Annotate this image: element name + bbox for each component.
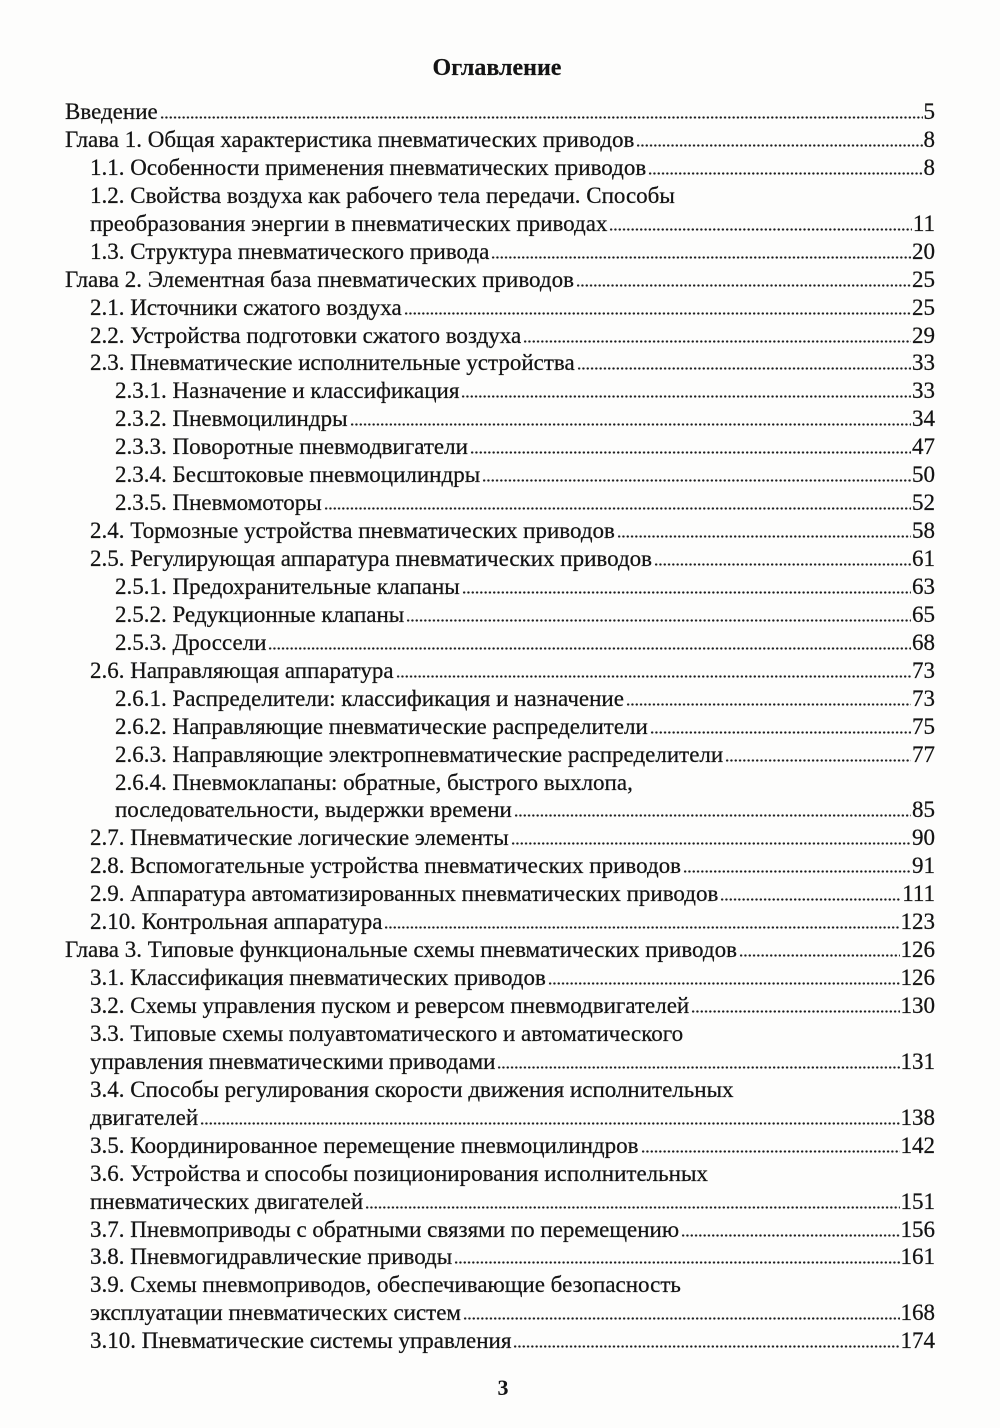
entry-title-continued: эксплуатации пневматических систем (90, 1300, 461, 1326)
entry-page-number: 161 (900, 1244, 935, 1270)
dot-leader (511, 842, 911, 845)
table-of-contents (65, 98, 935, 1355)
dot-leader (462, 591, 911, 594)
dot-leader (384, 926, 899, 929)
toc-entry-2-3-5 (65, 489, 935, 517)
toc-entry-3-7 (65, 1216, 935, 1244)
entry-line (65, 126, 935, 154)
entry-page-number: 68 (912, 629, 935, 655)
dot-leader (691, 1010, 899, 1013)
entry-page-number: 25 (912, 294, 935, 320)
entry-page-number: 5 (923, 99, 935, 124)
entry-line (90, 908, 935, 936)
toc-entry-3-9 (65, 1271, 935, 1327)
entry-line (90, 1271, 935, 1299)
entry-line (115, 741, 935, 769)
page-number: 3 (497, 1375, 509, 1400)
dot-leader (523, 340, 911, 343)
entry-title-continued: управления пневматическими приводами (90, 1048, 496, 1074)
entry-page-number: 50 (912, 462, 935, 488)
dot-leader (491, 256, 911, 259)
toc-entry-2-1 (65, 294, 935, 322)
entry-line (115, 713, 935, 741)
entry-page-number: 11 (912, 210, 935, 236)
entry-page-number: 111 (902, 881, 935, 907)
dot-leader (497, 1066, 899, 1069)
toc-entry-1-1 (65, 154, 935, 182)
entry-title: Введение (65, 99, 158, 124)
entry-line (90, 294, 935, 322)
entry-line (115, 405, 935, 433)
entry-page-number: 8 (923, 126, 935, 152)
entry-line (65, 98, 935, 126)
dot-leader (626, 703, 911, 706)
entry-page-number: 91 (912, 853, 935, 879)
entry-page-number: 75 (912, 713, 935, 739)
toc-entry-2-6-2 (65, 713, 935, 741)
entry-page-number: 126 (900, 937, 935, 963)
dot-leader (641, 1150, 900, 1153)
entry-line (90, 1076, 935, 1104)
dot-leader (470, 451, 911, 454)
entry-title: 2.6.2. Направляющие пневматические распределители (115, 713, 648, 739)
entry-page-number: 34 (912, 406, 935, 432)
entry-line (115, 601, 935, 629)
entry-title: 2.3.5. Пневмомоторы (115, 490, 322, 516)
dot-leader (513, 1345, 899, 1348)
entry-title: 3.1. Классификация пневматических приводов (90, 965, 546, 991)
dot-leader (404, 312, 911, 315)
toc-entry-2-6-3 (65, 741, 935, 769)
entry-title-continued: последовательности, выдержки времени (115, 797, 512, 823)
dot-leader (654, 563, 911, 566)
entry-line (90, 1327, 935, 1355)
toc-entry-2-3-3 (65, 433, 935, 461)
toc-entry-1-2 (65, 182, 935, 238)
entry-line (90, 1216, 935, 1244)
entry-title: 2.6. Направляющая аппаратура (90, 657, 394, 683)
entry-line (90, 349, 935, 377)
entry-title: 3.10. Пневматические системы управления (90, 1328, 512, 1354)
dot-leader (720, 898, 901, 901)
entry-line (90, 154, 935, 182)
toc-entry-3-4 (65, 1076, 935, 1132)
entry-line (90, 517, 935, 545)
entry-line (90, 880, 935, 908)
entry-page-number: 52 (912, 490, 935, 516)
toc-entry-2-5-3 (65, 629, 935, 657)
entry-page-number: 131 (900, 1048, 935, 1074)
entry-title: 2.3.1. Назначение и классификация (115, 378, 460, 404)
entry-title: 2.7. Пневматические логические элементы (90, 825, 509, 851)
entry-page-number: 130 (900, 993, 935, 1018)
toc-entry-2-3-1 (65, 377, 935, 405)
toc-entry-3-1 (65, 964, 935, 992)
entry-title: 2.5.2. Редукционные клапаны (115, 601, 405, 627)
entry-line (90, 1132, 935, 1160)
entry-page-number: 8 (923, 154, 935, 180)
entry-page-number: 90 (912, 825, 935, 851)
entry-page-number: 142 (900, 1132, 935, 1158)
entry-line (90, 238, 935, 266)
dot-leader (324, 507, 911, 510)
entry-title: 2.10. Контрольная аппаратура (90, 909, 383, 935)
entry-line (115, 489, 935, 517)
entry-line (90, 824, 935, 852)
entry-title-continued: пневматических двигателей (90, 1188, 364, 1214)
entry-title: 2.9. Аппаратура автоматизированных пневматических приводов (90, 881, 719, 907)
entry-page-number: 58 (912, 518, 935, 544)
entry-page-number: 156 (900, 1216, 935, 1242)
entry-title: 3.5. Координированное перемещение пневмоцилиндров (90, 1132, 639, 1158)
entry-page-number: 174 (900, 1328, 935, 1354)
entry-line (90, 1243, 935, 1271)
entry-title: 2.3. Пневматические исполнительные устройства (90, 350, 575, 376)
toc-entry-2-5-1 (65, 573, 935, 601)
entry-line (115, 629, 935, 657)
dot-leader (548, 982, 900, 985)
entry-title: 2.6.3. Направляющие электропневматические распределители (115, 741, 724, 767)
entry-title: 2.1. Источники сжатого воздуха (90, 294, 402, 320)
toc-entry-3-8 (65, 1243, 935, 1271)
entry-line (90, 182, 935, 210)
toc-entry-2-3-4 (65, 461, 935, 489)
entry-line (65, 266, 935, 294)
entry-line (90, 964, 935, 992)
toc-entry-3-10 (65, 1327, 935, 1355)
entry-title: 2.4. Тормозные устройства пневматических приводов (90, 518, 615, 544)
entry-page-number: 85 (912, 797, 935, 823)
entry-line (115, 461, 935, 489)
toc-entry-2-9 (65, 880, 935, 908)
toc-entry-2-6-4 (65, 769, 935, 825)
entry-page-number: 73 (912, 657, 935, 683)
toc-entry-2-8 (65, 852, 935, 880)
entry-line (115, 769, 935, 797)
entry-page-number: 123 (900, 909, 935, 935)
entry-title: 3.4. Способы регулирования скорости движения исполнительных (90, 1076, 734, 1102)
dot-leader (350, 423, 911, 426)
entry-title: 3.2. Схемы управления пуском и реверсом пневмодвигателей (90, 993, 690, 1018)
dot-leader (576, 284, 911, 287)
toc-entry-2-3 (65, 349, 935, 377)
dot-leader (463, 1317, 900, 1320)
toc-entry-2-4 (65, 517, 935, 545)
entry-page-number: 33 (912, 350, 935, 376)
toc-entry-chapter-1 (65, 126, 935, 154)
entry-title-continued: преобразования энергии в пневматических приводах (90, 210, 608, 236)
entry-title: Глава 3. Типовые функциональные схемы пневматических приводов (65, 937, 737, 963)
entry-page-number: 168 (900, 1300, 935, 1326)
dot-leader (683, 870, 911, 873)
entry-page-number: 126 (900, 965, 935, 991)
entry-page-number: 65 (912, 601, 935, 627)
dot-leader (365, 1206, 899, 1209)
entry-title: Глава 1. Общая характеристика пневматических приводов (65, 126, 635, 152)
entry-page-number: 138 (900, 1104, 935, 1130)
dot-leader (514, 814, 911, 817)
entry-title: 2.3.2. Пневмоцилиндры (115, 406, 348, 432)
entry-page-number: 61 (912, 546, 935, 571)
entry-title: Глава 2. Элементная база пневматических приводов (65, 266, 574, 292)
entry-line (90, 1020, 935, 1048)
entry-line (115, 377, 935, 405)
entry-title-continued: двигателей (90, 1104, 199, 1130)
entry-page-number: 33 (912, 378, 935, 404)
toc-entry-3-3 (65, 1020, 935, 1076)
dot-leader (739, 954, 900, 957)
entry-line (90, 1299, 935, 1327)
entry-line (115, 433, 935, 461)
dot-leader (681, 1234, 899, 1237)
entry-page-number: 73 (912, 685, 935, 711)
dot-leader (200, 1122, 899, 1125)
entry-page-number: 47 (912, 434, 935, 460)
entry-page-number: 77 (912, 741, 935, 767)
toc-entry-chapter-2 (65, 266, 935, 294)
toc-entry-2-2 (65, 322, 935, 350)
entry-line (90, 1048, 935, 1076)
toc-entry-2-5 (65, 545, 935, 573)
entry-line (115, 685, 935, 713)
entry-line (90, 545, 935, 573)
entry-line (65, 936, 935, 964)
toc-entry-1-3 (65, 238, 935, 266)
entry-title: 2.5. Регулирующая аппаратура пневматических приводов (90, 546, 653, 571)
toc-entry-2-5-2 (65, 601, 935, 629)
dot-leader (461, 395, 911, 398)
dot-leader (650, 731, 911, 734)
entry-title: 2.6.1. Распределители: классификация и назначение (115, 685, 624, 711)
entry-title: 1.3. Структура пневматического привода (90, 238, 490, 264)
entry-title: 3.7. Пневмоприводы с обратными связями по перемещению (90, 1216, 680, 1242)
entry-line (90, 1160, 935, 1188)
entry-title: 2.8. Вспомогательные устройства пневматических приводов (90, 853, 682, 879)
entry-title: 3.3. Типовые схемы полуавтоматического и автоматического (90, 1020, 684, 1046)
entry-title: 2.5.3. Дроссели (115, 629, 267, 655)
dot-leader (725, 759, 911, 762)
dot-leader (406, 619, 911, 622)
dot-leader (577, 367, 911, 370)
toc-entry-2-10 (65, 908, 935, 936)
toc-entry-3-2 (65, 992, 935, 1020)
dot-leader (648, 172, 922, 175)
entry-title: 2.3.4. Бесштоковые пневмоцилиндры (115, 462, 481, 488)
dot-leader (396, 675, 911, 678)
entry-title: 1.1. Особенности применения пневматических приводов (90, 154, 647, 180)
entry-line (90, 852, 935, 880)
entry-page-number: 63 (912, 573, 935, 599)
entry-line (90, 1188, 935, 1216)
entry-title: 3.8. Пневмогидравлические приводы (90, 1244, 453, 1270)
toc-entry-chapter-3 (65, 936, 935, 964)
entry-title: 2.3.3. Поворотные пневмодвигатели (115, 434, 468, 460)
entry-line (115, 796, 935, 824)
toc-entry-introduction (65, 98, 935, 126)
entry-title: 1.2. Свойства воздуха как рабочего тела передачи. Способы (90, 182, 675, 208)
entry-line (90, 210, 935, 238)
entry-page-number: 20 (912, 238, 935, 264)
dot-leader (268, 647, 911, 650)
dot-leader (454, 1261, 899, 1264)
entry-page-number: 29 (912, 322, 935, 348)
entry-title: 2.5.1. Предохранительные клапаны (115, 573, 460, 599)
entry-title: 3.6. Устройства и способы позиционирования исполнительных (90, 1160, 708, 1186)
dot-leader (617, 535, 911, 538)
toc-entry-2-6 (65, 657, 935, 685)
dot-leader (636, 144, 922, 147)
dot-leader (609, 228, 911, 231)
toc-entry-3-6 (65, 1160, 935, 1216)
toc-entry-2-6-1 (65, 685, 935, 713)
entry-page-number: 25 (912, 266, 935, 292)
toc-entry-2-3-2 (65, 405, 935, 433)
entry-page-number: 151 (900, 1188, 935, 1214)
toc-entry-3-5 (65, 1132, 935, 1160)
entry-line (90, 992, 935, 1020)
entry-line (115, 573, 935, 601)
entry-title: 3.9. Схемы пневмоприводов, обеспечивающие безопасность (90, 1272, 681, 1298)
toc-entry-2-7 (65, 824, 935, 852)
entry-title: 2.2. Устройства подготовки сжатого воздуха (90, 322, 522, 348)
entry-title: 2.6.4. Пневмоклапаны: обратные, быстрого выхлопа, (115, 769, 633, 795)
entry-line (90, 657, 935, 685)
dot-leader (160, 116, 923, 119)
dot-leader (482, 479, 911, 482)
entry-line (90, 322, 935, 350)
entry-line (90, 1104, 935, 1132)
page-title: Оглавление (432, 55, 562, 81)
